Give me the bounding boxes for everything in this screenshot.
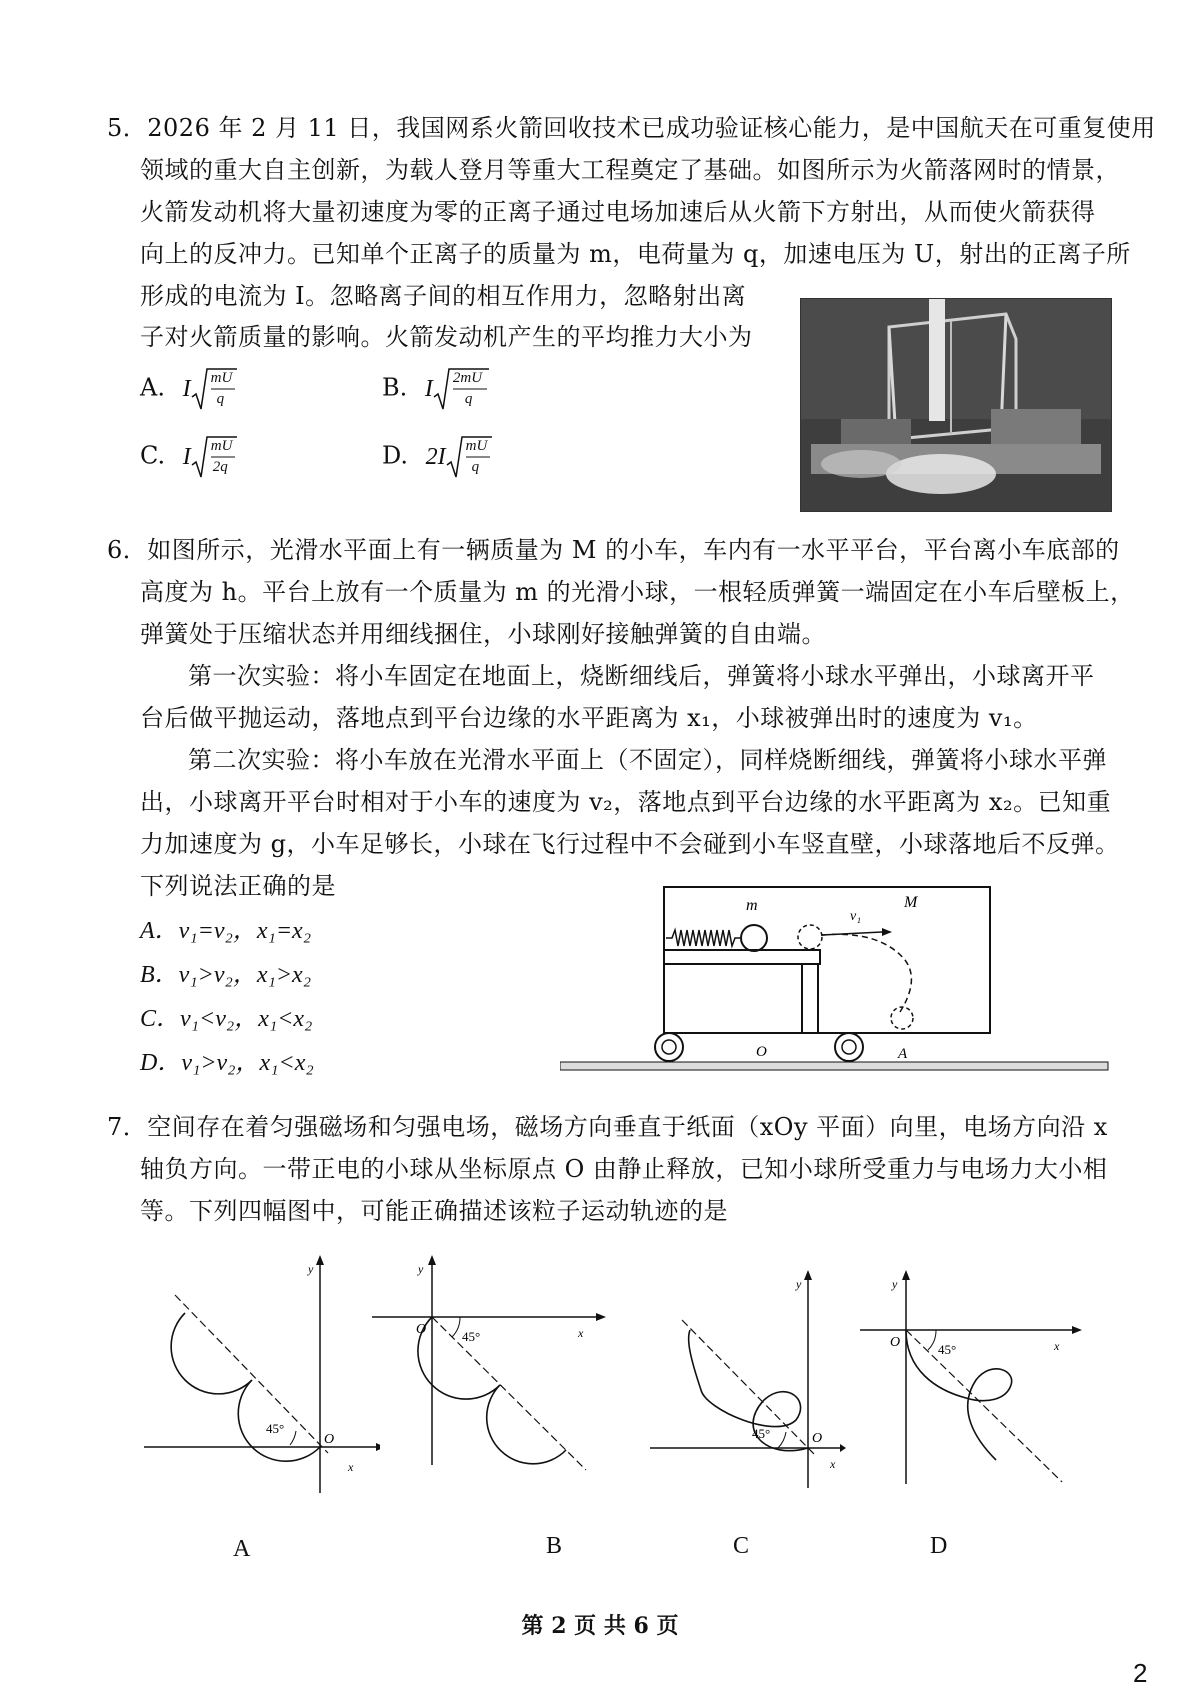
rocket-net-photo — [800, 298, 1112, 512]
q6-option-c[interactable]: C．v₁<v₂，x₁<x₂ — [140, 1006, 313, 1032]
ball-m — [741, 925, 767, 951]
q6-line-5: 台后做平抛运动，落地点到平台边缘的水平距离为 x₁，小球被弹出时的速度为 v₁。 — [140, 704, 1038, 732]
graph-d-label: D — [930, 1533, 948, 1559]
ball-landing — [891, 1007, 913, 1029]
q5-option-d-coef: 2I — [425, 443, 446, 470]
label-v1: v₁ — [850, 909, 862, 924]
q5-line-2: 领域的重大自主创新，为载人登月等重大工程奠定了基础。如图所示为火箭落网时的情景， — [140, 156, 1120, 184]
graph-a-angle: 45° — [266, 1421, 285, 1436]
graph-d-y: y — [892, 1277, 898, 1291]
platform — [664, 950, 820, 964]
q5-option-d[interactable] — [382, 435, 492, 479]
q5-option-c-label: C. — [140, 441, 166, 470]
graph-c-y: y — [796, 1277, 802, 1291]
graph-a-x: x — [348, 1460, 354, 1474]
trajectory — [822, 934, 911, 1012]
q5-option-a-denominator: q — [216, 391, 225, 407]
ball-launch — [798, 925, 822, 949]
q5-option-d-radical — [446, 435, 492, 479]
q5-option-c-coef: I — [182, 443, 191, 470]
q5-option-b-radical — [433, 367, 489, 411]
q5-option-d-label: D. — [382, 441, 409, 470]
q6-option-b[interactable]: B．v₁>v₂，x₁>x₂ — [140, 962, 312, 988]
q6-line-6: 第二次实验：将小车放在光滑水平面上（不固定），同样烧断细线，弹簧将小球水平弹 — [188, 746, 1107, 774]
graph-b-y: y — [418, 1262, 424, 1276]
wheel-right — [835, 1033, 863, 1061]
cart-body — [664, 887, 990, 1033]
q5-line-5: 形成的电流为 I。忽略离子间的相互作用力，忽略射出离 — [140, 282, 747, 310]
q5-line-6: 子对火箭质量的影响。火箭发动机产生的平均推力大小为 — [140, 323, 753, 351]
ground — [560, 1062, 1108, 1070]
graph-b-origin: O — [416, 1322, 427, 1337]
trajectory-graph-d — [856, 1270, 1086, 1490]
graph-c-x: x — [830, 1457, 836, 1471]
page-number-corner: 2 — [1133, 1658, 1148, 1688]
graph-d-origin: O — [890, 1335, 901, 1350]
q6-line-8: 力加速度为 g，小车足够长，小球在飞行过程中不会碰到小车竖直壁，小球落地后不反弹。 — [140, 830, 1120, 858]
graph-c-label: C — [733, 1533, 750, 1559]
label-m: m — [746, 897, 758, 914]
page-footer: 第 2 页 共 6 页 — [521, 1613, 679, 1639]
q6-line-7: 出，小球离开平台时相对于小车的速度为 v₂，落地点到平台边缘的水平距离为 x₂。已知重 — [140, 788, 1112, 816]
q5-option-b[interactable] — [382, 367, 489, 411]
spring — [666, 930, 740, 946]
graph-c-origin: O — [812, 1431, 823, 1446]
q5-option-c-numerator: mU — [210, 438, 233, 454]
graph-a-y: y — [308, 1262, 314, 1276]
trajectory-graph-b — [368, 1255, 608, 1495]
q5-option-a-numerator: mU — [210, 370, 233, 386]
q6-line-2: 高度为 h。平台上放有一个质量为 m 的光滑小球，一根轻质弹簧一端固定在小车后壁板上， — [140, 578, 1135, 606]
graph-b-angle: 45° — [462, 1329, 481, 1344]
rocket-net-illustration — [801, 299, 1111, 511]
q5-option-c-denominator: 2q — [212, 459, 228, 475]
graph-d-angle: 45° — [938, 1342, 957, 1357]
q5-option-a-coef: I — [182, 375, 191, 402]
q7-line-1: 7．空间存在着匀强磁场和匀强电场，磁场方向垂直于纸面（xOy 平面）向里，电场方向沿 x — [107, 1113, 1108, 1141]
q5-option-b-label: B. — [382, 373, 408, 402]
velocity-arrow — [822, 932, 882, 935]
q6-line-1: 6．如图所示，光滑水平面上有一辆质量为 M 的小车，车内有一水平平台，平台离小车底部的 — [107, 536, 1120, 564]
graph-c-angle: 45° — [752, 1426, 771, 1441]
q5-option-a[interactable] — [140, 367, 237, 411]
q5-option-a-radical — [191, 367, 237, 411]
q5-option-d-denominator: q — [471, 459, 480, 475]
q5-line-4: 向上的反冲力。已知单个正离子的质量为 m，电荷量为 q，加速电压为 U，射出的正离子所 — [140, 240, 1131, 268]
q5-option-a-label: A. — [140, 373, 165, 402]
graph-a-label: A — [233, 1536, 251, 1562]
q6-option-a[interactable]: A．v₁=v₂，x₁=x₂ — [140, 918, 312, 944]
wheel-left — [655, 1033, 683, 1061]
cart-diagram — [560, 880, 1120, 1080]
q6-line-4: 第一次实验：将小车固定在地面上，烧断细线后，弹簧将小球水平弹出，小球离开平 — [188, 662, 1095, 690]
q6-option-d[interactable]: D．v₁>v₂，x₁<x₂ — [140, 1050, 314, 1076]
q5-line-1: 5．2026 年 2 月 11 日，我国网系火箭回收技术已成功验证核心能力，是中国航天在可重复使用 — [107, 114, 1156, 142]
trajectory-graph-a — [140, 1255, 380, 1495]
q5-option-b-numerator: 2mU — [452, 370, 483, 386]
q5-option-b-denominator: q — [464, 391, 473, 407]
q7-line-2: 轴负方向。一带正电的小球从坐标原点 O 由静止释放，已知小球所受重力与电场力大小相 — [140, 1155, 1108, 1183]
label-O: O — [756, 1044, 767, 1060]
q5-option-c-radical — [191, 435, 237, 479]
q5-option-c[interactable] — [140, 435, 237, 479]
trajectory-graph-c — [646, 1270, 846, 1490]
q6-line-9: 下列说法正确的是 — [140, 872, 336, 900]
graph-d-x: x — [1054, 1339, 1060, 1353]
label-A: A — [898, 1046, 908, 1062]
q6-line-3: 弹簧处于压缩状态并用细线捆住，小球刚好接触弹簧的自由端。 — [140, 620, 826, 648]
q5-option-d-numerator: mU — [465, 438, 488, 454]
graph-a-origin: O — [324, 1432, 335, 1447]
q7-line-3: 等。下列四幅图中，可能正确描述该粒子运动轨迹的是 — [140, 1197, 728, 1225]
label-M: M — [904, 894, 918, 911]
q5-line-3: 火箭发动机将大量初速度为零的正离子通过电场加速后从火箭下方射出，从而使火箭获得 — [140, 198, 1096, 226]
q5-option-b-coef: I — [424, 375, 433, 402]
graph-b-label: B — [546, 1533, 563, 1559]
graph-b-x: x — [578, 1326, 584, 1340]
